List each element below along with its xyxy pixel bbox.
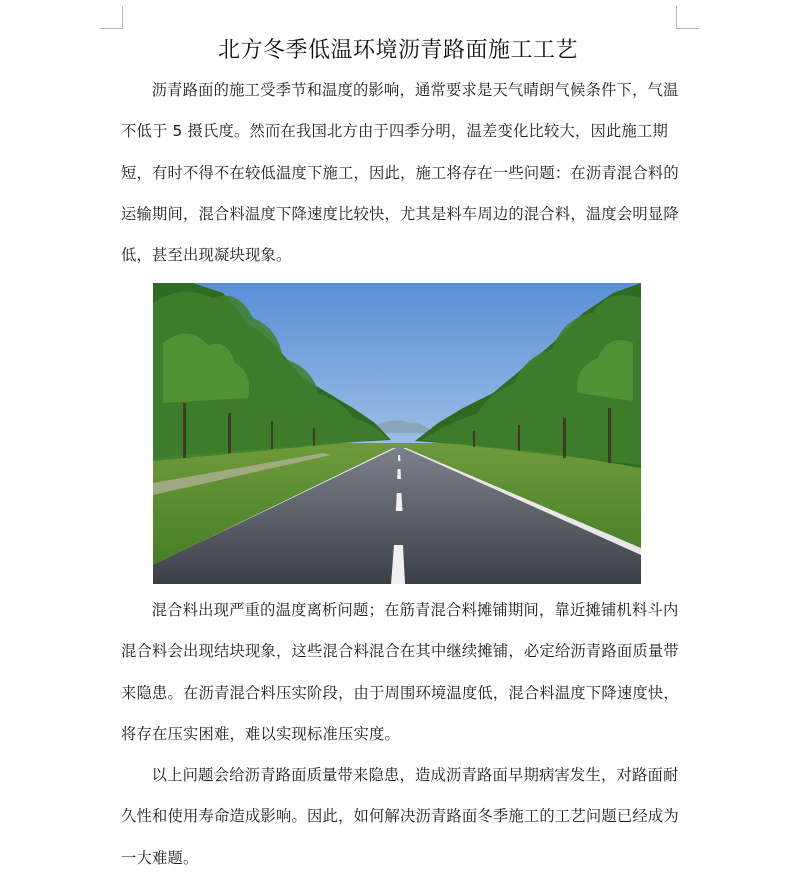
road-photo [153,283,641,584]
page-corner-mark-top-left [100,6,123,29]
page-corner-mark-top-right [676,6,699,29]
document-title: 北方冬季低温环境沥青路面施工工艺 [217,38,578,63]
paragraph-1: 沥青路面的施工受季节和温度的影响，通常要求是天气晴朗气候条件下，气温不低于 5 摄氏度。然而在我国北方由于四季分明，温差变化比较大，因此施工期短，有时不得不在较低温度下施工，因此，施工将存在一些问题：在沥青混合料的运输期间，混合料温度下降速度比较快，尤其是料车周边的混合料，温度会明显降低，甚至出现凝块现象。 [121,81,679,265]
paragraph-3: 以上问题会给沥青路面质量带来隐患，造成沥青路面早期病害发生，对路面耐久性和使用寿命造成影响。因此，如何解决沥青路面冬季施工的工艺问题已经成为一大难题。 [121,766,679,867]
paragraph-2: 混合料出现严重的温度离析问题；在筋青混合料摊铺期间，靠近摊铺机料斗内混合料会出现结块现象，这些混合料混合在其中继续摊铺，必定给沥青路面质量带来隐患。在沥青混合料压实阶段，由于周围环境温度低，混合料温度下降速度快，将存在压实困难，难以实现标准压实度。 [121,601,679,743]
